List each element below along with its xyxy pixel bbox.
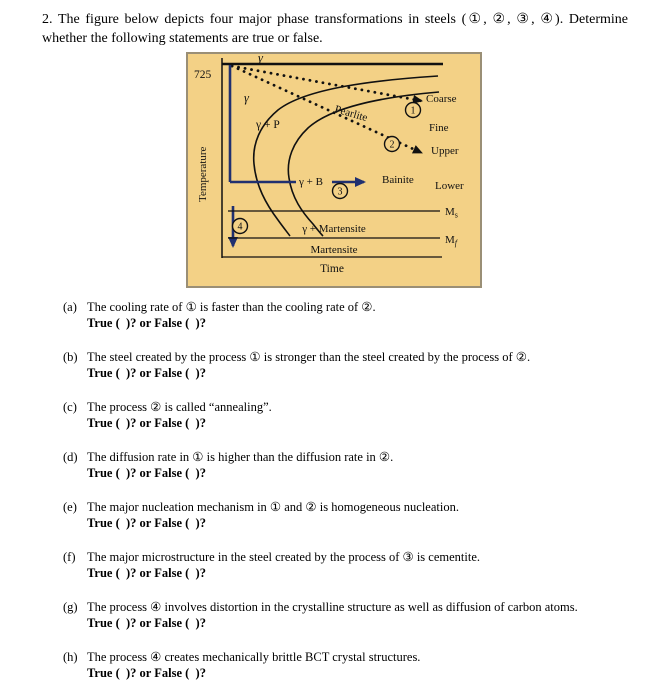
statement-text: The steel created by the process ① is stronger than the steel created by the process of ②. (87, 350, 531, 364)
process-4-marker (233, 219, 248, 234)
statement-answer-line: True ( )? or False ( )? (87, 616, 206, 630)
ms-label: $M_s$ (445, 206, 458, 220)
gamma-top-label: γ (258, 52, 263, 65)
process-3-marker (333, 184, 348, 199)
svg-text:2: 2 (389, 139, 395, 151)
statement-row-b (63, 349, 623, 381)
statement-text: The major nucleation mechanism in ① and ② is homogeneous nucleation. (87, 500, 459, 514)
statement-answer-line: True ( )? or False ( )? (87, 416, 206, 430)
svg-text:4: 4 (237, 221, 243, 233)
statement-answer-line: True ( )? or False ( )? (87, 366, 206, 380)
statement-answer-line: True ( )? or False ( )? (87, 566, 206, 580)
statement-text: The major microstructure in the steel created by the process of ③ is cementite. (87, 550, 481, 564)
statement-answer-line: True ( )? or False ( )? (87, 316, 206, 330)
question-header: 2. The figure below depicts four major phase transformations in steels (①, ②, ③, ④). Determine whether the following statements are true or false. (42, 12, 628, 46)
statement-label: (a) (63, 300, 77, 314)
statement-label: (g) (63, 600, 78, 614)
statement-label: (b) (63, 350, 78, 364)
svg-text:1: 1 (410, 105, 416, 117)
x-axis-label: Time (320, 263, 344, 275)
fine-label: Fine (429, 122, 449, 134)
statement-text: The process ④ involves distortion in the crystalline structure as well as diffusion of carbon atoms. (87, 600, 578, 614)
svg-text:3: 3 (337, 186, 343, 198)
mf-label: $M_f$ (445, 234, 458, 248)
statement-answer-line: True ( )? or False ( )? (87, 466, 206, 480)
bainite-label: Bainite (382, 174, 414, 186)
process-2-marker (385, 137, 400, 152)
statement-label: (h) (63, 650, 78, 664)
statement-label: (c) (63, 400, 77, 414)
statement-text: The process ④ creates mechanically brittle BCT crystal structures. (87, 650, 421, 664)
statement-answer-line: True ( )? or False ( )? (87, 666, 206, 680)
statement-row-e (63, 499, 623, 531)
statement-row-h (63, 649, 623, 681)
ttt-diagram-figure (186, 52, 482, 288)
ttt-diagram-svg (186, 52, 482, 288)
gamma-plus-bainite-label: γ + B (299, 176, 323, 188)
gamma-plus-martensite-label: γ + Martensite (302, 223, 366, 235)
y-axis-label: Temperature (197, 146, 209, 202)
gamma-left-label: γ (244, 91, 249, 105)
upper-label: Upper (431, 145, 459, 157)
statement-label: (d) (63, 450, 78, 464)
statement-row-f (63, 549, 623, 581)
statement-text: The process ② is called “annealing”. (87, 400, 272, 414)
statements-list (63, 299, 623, 699)
statement-row-d (63, 449, 623, 481)
statement-label: (f) (63, 550, 76, 564)
statement-label: (e) (63, 500, 77, 514)
statement-row-a (63, 299, 623, 331)
coarse-label: Coarse (426, 93, 457, 105)
temp-725-label: 725 (194, 69, 212, 81)
statement-text: The cooling rate of ① is faster than the cooling rate of ②. (87, 300, 376, 314)
lower-label: Lower (435, 180, 464, 192)
process-1-marker (406, 103, 421, 118)
statement-text: The diffusion rate in ① is higher than the diffusion rate in ②. (87, 450, 394, 464)
statement-row-c (63, 399, 623, 431)
martensite-label: Martensite (310, 244, 358, 256)
gamma-plus-pearlite-label: γ + P (256, 119, 280, 131)
statement-answer-line: True ( )? or False ( )? (87, 516, 206, 530)
pearlite-label: Pearlite (333, 103, 369, 125)
statement-row-g (63, 599, 623, 631)
